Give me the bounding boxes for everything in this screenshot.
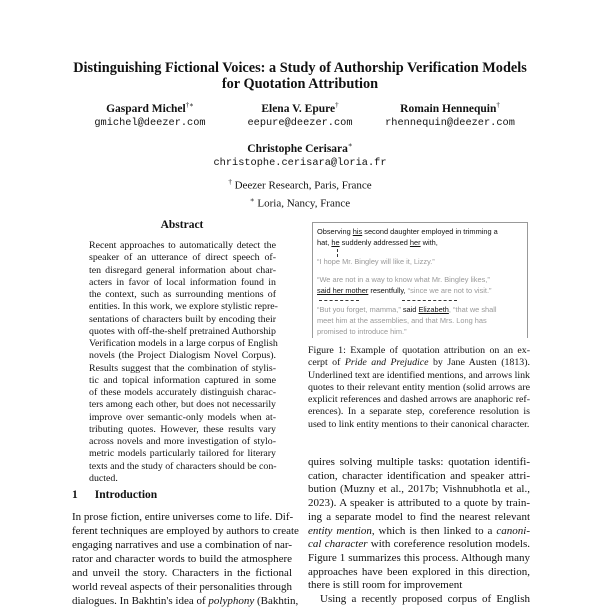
text-line: entities. In this work, we explore stylistic repre-: [89, 301, 278, 313]
text-line: Using a recently proposed corpus of English: [320, 593, 530, 606]
text-line: cerpt of Pride and Prejudice by Jane Austen (1813).: [308, 357, 530, 369]
dashed-arrow-icon: [337, 249, 338, 257]
figure-1: Observing his second daughter employed in trimming a hat, he suddenly addressed her with, “I hope Mr. Bingley will like it, Lizzy.” “We are not in a way to know what Mr. Bingley likes,” said her mother resentfully, “since we are not to visit.” “But you forget, mamma,” said Elizabeth, “that we shall meet him at the assemblies, and that Mrs. Long has promised to introduce him.”: [312, 222, 528, 338]
abstract-body: [89, 240, 276, 485]
text-line: ters among each other, but does not necessarily: [89, 399, 276, 411]
section-heading: 1 Introduction: [72, 489, 158, 501]
text-line: ten disregard general information about char-: [89, 264, 276, 276]
text-line: rator and character words to build the atmosphere: [72, 553, 292, 565]
text-line: engaging narratives and use a combination of nar-: [72, 539, 293, 551]
text-line: cation, character identification and speaker attri-: [308, 469, 530, 482]
text-line: novels (the Project Dialogism Novel Corpus).: [89, 350, 276, 362]
text-line: texts and the study of characters should be con-: [89, 460, 277, 472]
text-line: Figure 1 summarizes this process. Although many: [308, 551, 530, 564]
text-line: dialogues. In Bakhtin's idea of polyphony (Bakhtin,: [72, 595, 299, 607]
text-line: 2023). A speaker is attributed to a quote by train-: [308, 497, 530, 510]
author-1: Gaspard Michel†∗ gmichel@deezer.com: [60, 98, 240, 130]
intro-right-column: [308, 456, 530, 607]
text-line: tic and topical information captured in some: [89, 374, 276, 386]
text-line: quotes to their relevant entity mention (solid arrows are: [308, 381, 530, 393]
author-2: Elena V. Epure† eepure@deezer.com: [210, 98, 390, 130]
text-line: tributing quotes. However, these results vary: [89, 423, 276, 435]
paper-title: Distinguishing Fictional Voices: a Study of Authorship Verification Models for Quotation Attribution: [73, 60, 527, 92]
text-line: ing a separate model to find the nearest relevant: [308, 510, 530, 523]
abstract-heading: Abstract: [160, 219, 204, 231]
text-line: In prose fiction, entire universes come to life. Dif-: [72, 511, 294, 523]
text-line: world reveal aspects of their personalities through: [72, 581, 292, 593]
text-line: Figure 1: Example of quotation attribution on an ex-: [308, 345, 530, 356]
text-line: and unveil the story. Characters in the fictional: [72, 567, 292, 579]
text-line: approaches have been explored in this direction,: [308, 565, 530, 578]
text-line: Recent approaches to automatically detect the: [89, 240, 276, 251]
text-line: there is still room for improvement: [308, 579, 463, 592]
text-line: Results suggest that the combination of stylis-: [89, 362, 276, 374]
text-line: ferent techniques are employed by authors to create: [72, 525, 299, 537]
text-line: cal character with coreference resolution models.: [308, 538, 531, 551]
text-line: explicit references and dashed arrows are anaphoric ref-: [308, 394, 530, 406]
text-line: entity mention, which is then linked to a canoni-: [308, 524, 531, 537]
text-line: improve over semantic-only models when at-: [89, 411, 276, 423]
text-line: the context, such as surrounding mentions of: [89, 289, 276, 300]
author-email: gmichel@deezer.com: [94, 116, 206, 129]
text-line: quotes with off-the-shelf pretrained Authorship: [89, 325, 276, 337]
text-line: Verification models in a large corpus of English: [89, 338, 278, 349]
text-line: quires solving multiple tasks: quotation identifi-: [308, 456, 530, 468]
text-line: sentations of characters built by encoding their: [89, 313, 276, 325]
author-3: Romain Hennequin† rhennequin@deezer.com: [360, 98, 540, 130]
text-line: acters in favor of local information found in: [89, 276, 276, 288]
author-email: christophe.cerisara@loria.fr: [213, 156, 387, 169]
text-line: metric models particularly tailored for literary: [89, 448, 276, 460]
author-email: rhennequin@deezer.com: [385, 116, 515, 129]
author-email: eepure@deezer.com: [247, 116, 353, 129]
author-4: Christophe Cerisara∗ christophe.cerisara@loria.fr: [160, 138, 440, 170]
text-line: of these models accurately distinguish charac-: [89, 387, 276, 398]
text-line: speaker of an utterance of direct speech of-: [89, 252, 276, 264]
text-line: Underlined text are identified mentions, and arrows link: [308, 369, 530, 381]
text-line: ducted.: [89, 472, 118, 484]
text-line: used to link entity mentions to their canonical character.: [308, 418, 530, 430]
text-line: across novels and more investigation of stylo-: [89, 436, 276, 447]
affiliations: † Deezer Research, Paris, France ∗ Loria, Nancy, France: [228, 178, 372, 210]
intro-left-column: [72, 510, 299, 608]
figure-caption: [308, 345, 530, 431]
arrows-icon: [317, 297, 523, 305]
text-line: erences). In a separate step, coreference resolution is: [308, 406, 530, 418]
text-line: bution (Muzny et al., 2017b; Vishnubhotla et al.,: [308, 483, 530, 496]
